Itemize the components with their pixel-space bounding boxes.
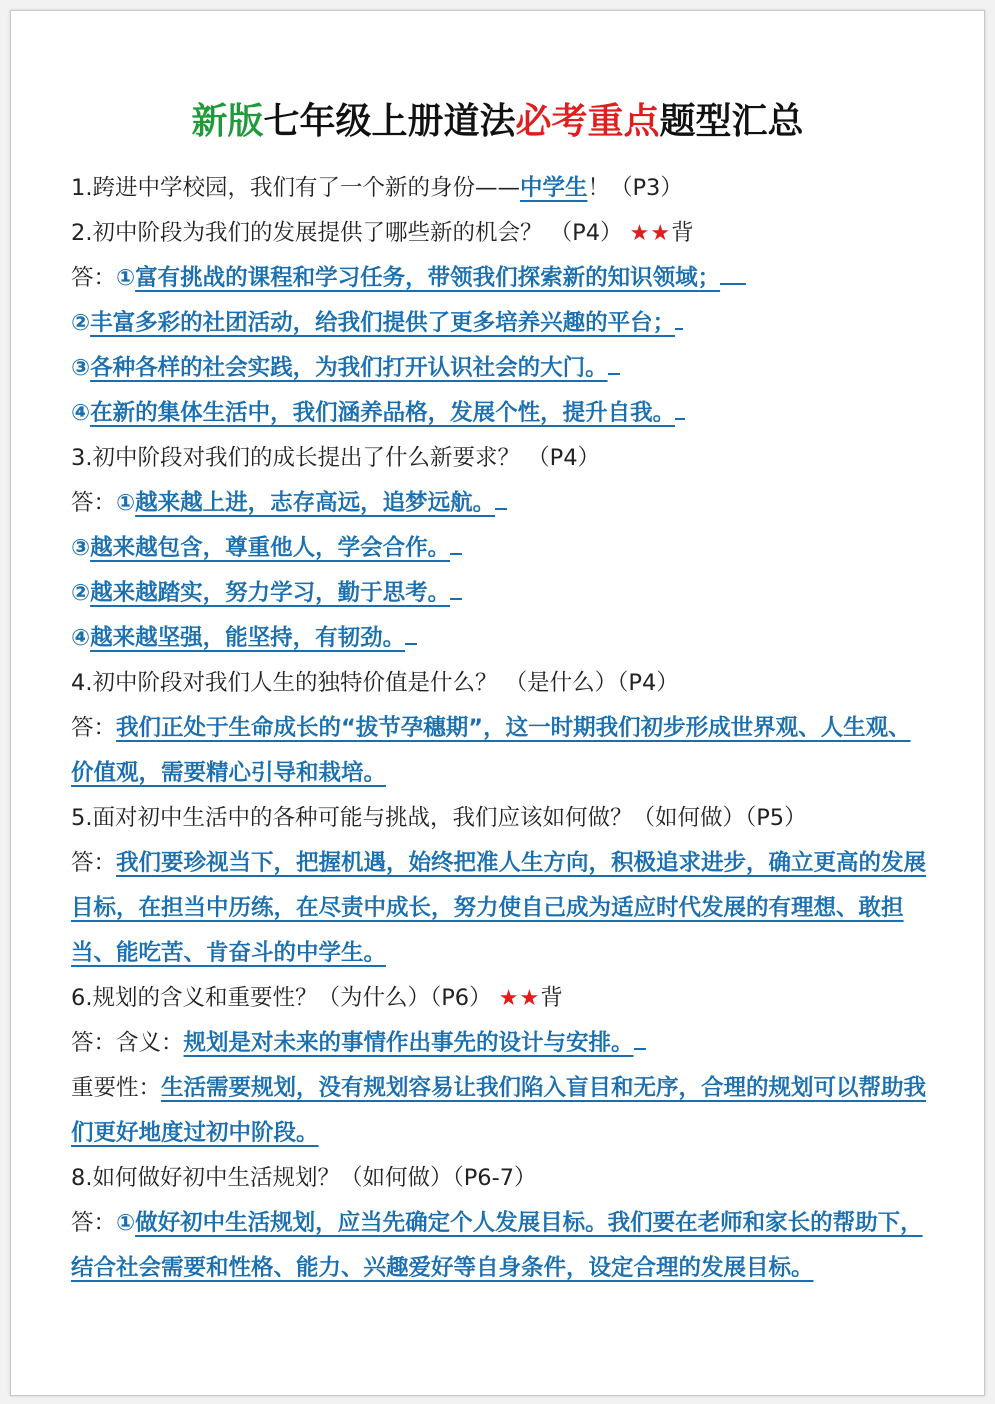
question-5 bbox=[71, 796, 929, 841]
question-2-text: 2.初中阶段为我们的发展提供了哪些新的机会？ （P4） bbox=[71, 220, 623, 246]
answer-text: 越来越坚强，能坚持，有韧劲。 bbox=[90, 625, 406, 651]
answer-2-item-3 bbox=[71, 346, 929, 391]
question-5-text: 5.面对初中生活中的各种可能与挑战，我们应该如何做？（如何做）（P5） bbox=[71, 805, 807, 831]
answer-prefix: 答： bbox=[71, 850, 117, 876]
question-list bbox=[71, 166, 929, 1291]
star-icon: ★★ bbox=[629, 221, 672, 246]
answer-text: 富有挑战的课程和学习任务，带领我们探索新的知识领域； bbox=[135, 265, 721, 291]
item-number: ④ bbox=[71, 400, 91, 426]
item-number: ① bbox=[116, 490, 136, 516]
answer-prefix: 答：含义： bbox=[71, 1030, 184, 1056]
question-8 bbox=[71, 1156, 929, 1201]
question-4-text: 4.初中阶段对我们人生的独特价值是什么？ （是什么）（P4） bbox=[71, 670, 679, 696]
answer-3-item-4 bbox=[71, 616, 929, 661]
importance-label: 重要性： bbox=[71, 1075, 162, 1101]
answer-prefix: 答： bbox=[71, 490, 117, 516]
answer-5 bbox=[71, 841, 929, 976]
document-page bbox=[10, 10, 985, 1396]
title-part-summary: 题型汇总 bbox=[659, 101, 804, 142]
question-1-text: 1.跨进中学校园，我们有了一个新的身份—— bbox=[71, 175, 520, 201]
item-number: ③ bbox=[71, 535, 91, 561]
answer-2-item-1 bbox=[71, 256, 929, 301]
question-1-page-ref: ！（P3） bbox=[587, 175, 683, 201]
answer-prefix: 答： bbox=[71, 715, 117, 741]
answer-text: 丰富多彩的社团活动，给我们提供了更多培养兴趣的平台； bbox=[90, 310, 676, 336]
title-part-new-edition: 新版 bbox=[191, 101, 264, 142]
answer-6-meaning bbox=[71, 1021, 929, 1066]
answer-2-item-2 bbox=[71, 301, 929, 346]
question-3-text: 3.初中阶段对我们的成长提出了什么新要求？ （P4） bbox=[71, 445, 601, 471]
item-number: ① bbox=[116, 265, 136, 291]
question-2 bbox=[71, 211, 929, 256]
answer-text: 越来越包含，尊重他人，学会合作。 bbox=[90, 535, 451, 561]
question-8-text: 8.如何做好初中生活规划？（如何做）（P6-7） bbox=[71, 1165, 537, 1191]
answer-text: 越来越踏实，努力学习，勤于思考。 bbox=[90, 580, 451, 606]
question-1 bbox=[71, 166, 929, 211]
title-part-subject: 七年级上册道法 bbox=[263, 101, 516, 142]
answer-text: 在新的集体生活中，我们涵养品格，发展个性，提升自我。 bbox=[90, 400, 676, 426]
answer-text: 生活需要规划，没有规划容易让我们陷入盲目和无序，合理的规划可以帮助我们更好地度过初中阶段。 bbox=[71, 1075, 927, 1146]
answer-prefix: 答： bbox=[71, 1210, 117, 1236]
answer-8 bbox=[71, 1201, 929, 1291]
answer-4 bbox=[71, 706, 929, 796]
answer-text: 我们要珍视当下，把握机遇，始终把准人生方向，积极追求进步，确立更高的发展目标，在担当中历练，在尽责中成长，努力使自己成为适应时代发展的有理想、敢担当、能吃苦、肯奋斗的中学生。 bbox=[71, 850, 927, 966]
answer-prefix: 答： bbox=[71, 265, 117, 291]
answer-text: 做好初中生活规划，应当先确定个人发展目标。我们要在老师和家长的帮助下，结合社会需要和性格、能力、兴趣爱好等自身条件，设定合理的发展目标。 bbox=[71, 1210, 923, 1281]
question-4 bbox=[71, 661, 929, 706]
question-6-text: 6.规划的含义和重要性？（为什么）（P6） bbox=[71, 985, 492, 1011]
answer-text: 我们正处于生命成长的“拔节孕穗期”，这一时期我们初步形成世界观、人生观、价值观，需要精心引导和栽培。 bbox=[71, 715, 911, 786]
answer-text: 越来越上进，志存高远，追梦远航。 bbox=[135, 490, 496, 516]
page-title bbox=[11, 93, 984, 144]
memorize-mark: 背 bbox=[540, 985, 563, 1011]
item-number: ① bbox=[116, 1210, 136, 1236]
star-icon: ★★ bbox=[498, 986, 541, 1011]
title-part-key-points: 必考重点 bbox=[515, 101, 660, 142]
question-3 bbox=[71, 436, 929, 481]
answer-text: 规划是对未来的事情作出事先的设计与安排。 bbox=[183, 1030, 634, 1056]
answer-3-item-1 bbox=[71, 481, 929, 526]
question-6 bbox=[71, 976, 929, 1021]
answer-6-importance bbox=[71, 1066, 929, 1156]
item-number: ② bbox=[71, 580, 91, 606]
memorize-mark: 背 bbox=[671, 220, 694, 246]
answer-3-item-3 bbox=[71, 571, 929, 616]
answer-2-item-4 bbox=[71, 391, 929, 436]
item-number: ③ bbox=[71, 355, 91, 381]
item-number: ② bbox=[71, 310, 91, 336]
answer-3-item-2 bbox=[71, 526, 929, 571]
question-1-answer: 中学生 bbox=[519, 175, 588, 201]
answer-text: 各种各样的社会实践，为我们打开认识社会的大门。 bbox=[90, 355, 608, 381]
item-number: ④ bbox=[71, 625, 91, 651]
